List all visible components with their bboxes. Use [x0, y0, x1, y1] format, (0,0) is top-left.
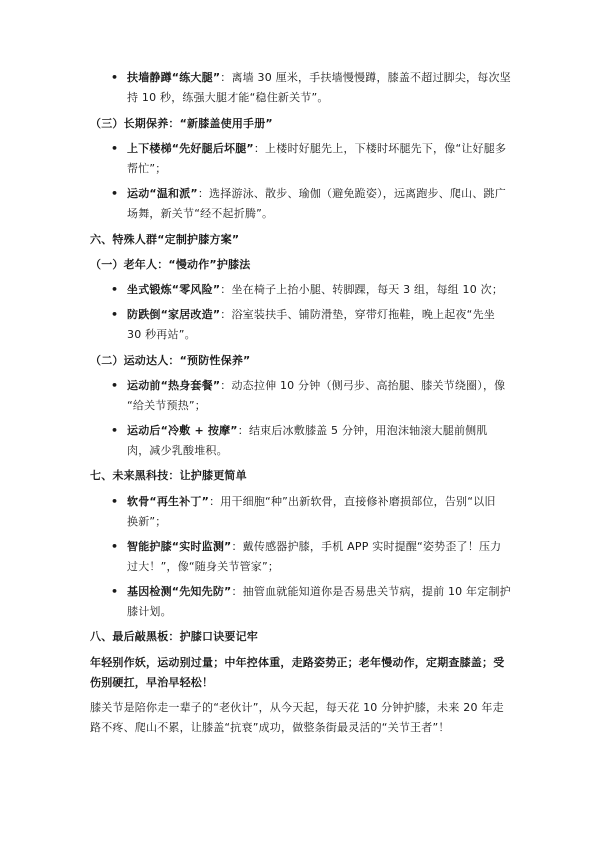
bullet-marker: • — [111, 585, 119, 598]
bullet-marker: • — [111, 308, 119, 321]
bullet-text: ：动态拉伸 10 分钟（侧弓步、高抬腿、膝关节绕圈），像 — [220, 379, 506, 392]
bullet-line-continued: 过大！”，像“随身关节管家”； — [127, 560, 280, 573]
bullet-bold-label: 运动前“热身套餐” — [127, 379, 221, 392]
bullet-marker: • — [111, 495, 119, 508]
bullet-text: ：结束后冰敷膝盖 5 分钟，用泡沫轴滚大腿前侧肌 — [237, 424, 488, 437]
bullet-line-continued: 持 10 秒，练强大腿才能“稳住新关节”。 — [127, 91, 329, 104]
subsection-heading: （三）长期保养：“新膝盖使用手册” — [90, 117, 273, 130]
closing-paragraph-line: 路不疼、爬山不累，让膝盖“抗衰”成功，做整条街最灵活的“关节王者”！ — [90, 721, 450, 734]
bullet-bold-label: 运动后“冷敷 + 按摩” — [127, 424, 238, 437]
bullet-line-continued: 帮忙”； — [127, 162, 167, 175]
bullet-line-continued: “给关节预热”； — [127, 399, 206, 412]
bullet-marker: • — [111, 187, 119, 200]
bullet-bold-label: 运动“温和派” — [127, 187, 198, 200]
bullet-text: ：浴室装扶手、铺防滑垫，穿带灯拖鞋，晚上起夜“先坐 — [220, 308, 495, 321]
bullet-marker: • — [111, 424, 119, 437]
bullet-marker: • — [111, 142, 119, 155]
bullet-marker: • — [111, 283, 119, 296]
bullet-line — [127, 540, 501, 554]
bullet-bold-label: 扶墙静蹲“练大腿” — [127, 71, 221, 84]
bullet-marker: • — [111, 540, 119, 553]
bullet-bold-label: 智能护膝“实时监测” — [127, 540, 232, 553]
subsection-heading: （二）运动达人：“预防性保养” — [90, 354, 251, 367]
motto-line: 伤别硬扛，早治早轻松！ — [90, 676, 214, 689]
bullet-line — [127, 187, 506, 201]
bullet-line — [127, 308, 495, 322]
bullet-line — [127, 495, 496, 509]
bullet-line — [127, 424, 488, 438]
bullet-bold-label: 上下楼梯“先好腿后坏腿” — [127, 142, 254, 155]
bullet-text: ：戴传感器护膝，手机 APP 实时提醒“姿势歪了！压力 — [231, 540, 502, 553]
bullet-text: ：上楼时好腿先上，下楼时坏腿先下，像“让好腿多 — [253, 142, 507, 155]
bullet-text: ：选择游泳、散步、瑜伽（避免跪姿），远离跑步、爬山、跳广 — [197, 187, 506, 200]
bullet-line-continued: 场舞，新关节“经不起折腾”。 — [127, 207, 274, 220]
section-heading: 八、最后敲黑板：护膝口诀要记牢 — [90, 630, 258, 643]
bullet-text: ：抽管血就能知道你是否易患关节病，提前 10 年定制护 — [231, 585, 511, 598]
bullet-line — [127, 142, 506, 156]
bullet-line-continued: 换新”； — [127, 515, 167, 528]
bullet-bold-label: 坐式锻炼“零风险” — [127, 283, 221, 296]
closing-paragraph-line: 膝关节是陪你走一辈子的“老伙计”，从今天起，每天花 10 分钟护膝，未来 20 年走 — [90, 701, 504, 714]
bullet-line — [127, 379, 505, 393]
section-heading: 六、特殊人群“定制护膝方案” — [90, 233, 240, 246]
bullet-line-continued: 肉，减少乳酸堆积。 — [127, 444, 228, 457]
bullet-text: ：坐在椅子上抬小腿、转脚踝，每天 3 组，每组 10 次； — [220, 283, 504, 296]
bullet-line-continued: 膝计划。 — [127, 605, 172, 618]
bullet-line — [127, 71, 511, 85]
bullet-marker: • — [111, 71, 119, 84]
bullet-bold-label: 基因检测“先知先防” — [127, 585, 232, 598]
bullet-line — [127, 585, 511, 599]
bullet-bold-label: 防跌倒“家居改造” — [127, 308, 221, 321]
motto-line: 年轻别作妖，运动别过量；中年控体重，走路姿势正；老年慢动作，定期查膝盖；受 — [90, 656, 505, 669]
section-heading: 七、未来黑科技：让护膝更简单 — [90, 469, 247, 482]
bullet-line — [127, 283, 503, 297]
bullet-line-continued: 30 秒再站”。 — [127, 328, 196, 341]
bullet-text: ：离墙 30 厘米，手扶墙慢慢蹲，膝盖不超过脚尖，每次坚 — [220, 71, 511, 84]
bullet-marker: • — [111, 379, 119, 392]
subsection-heading: （一）老年人：“慢动作”护膝法 — [90, 258, 251, 271]
bullet-text: ：用干细胞“种”出新软骨，直接修补磨损部位，告别“以旧 — [209, 495, 496, 508]
bullet-bold-label: 软骨“再生补丁” — [127, 495, 210, 508]
